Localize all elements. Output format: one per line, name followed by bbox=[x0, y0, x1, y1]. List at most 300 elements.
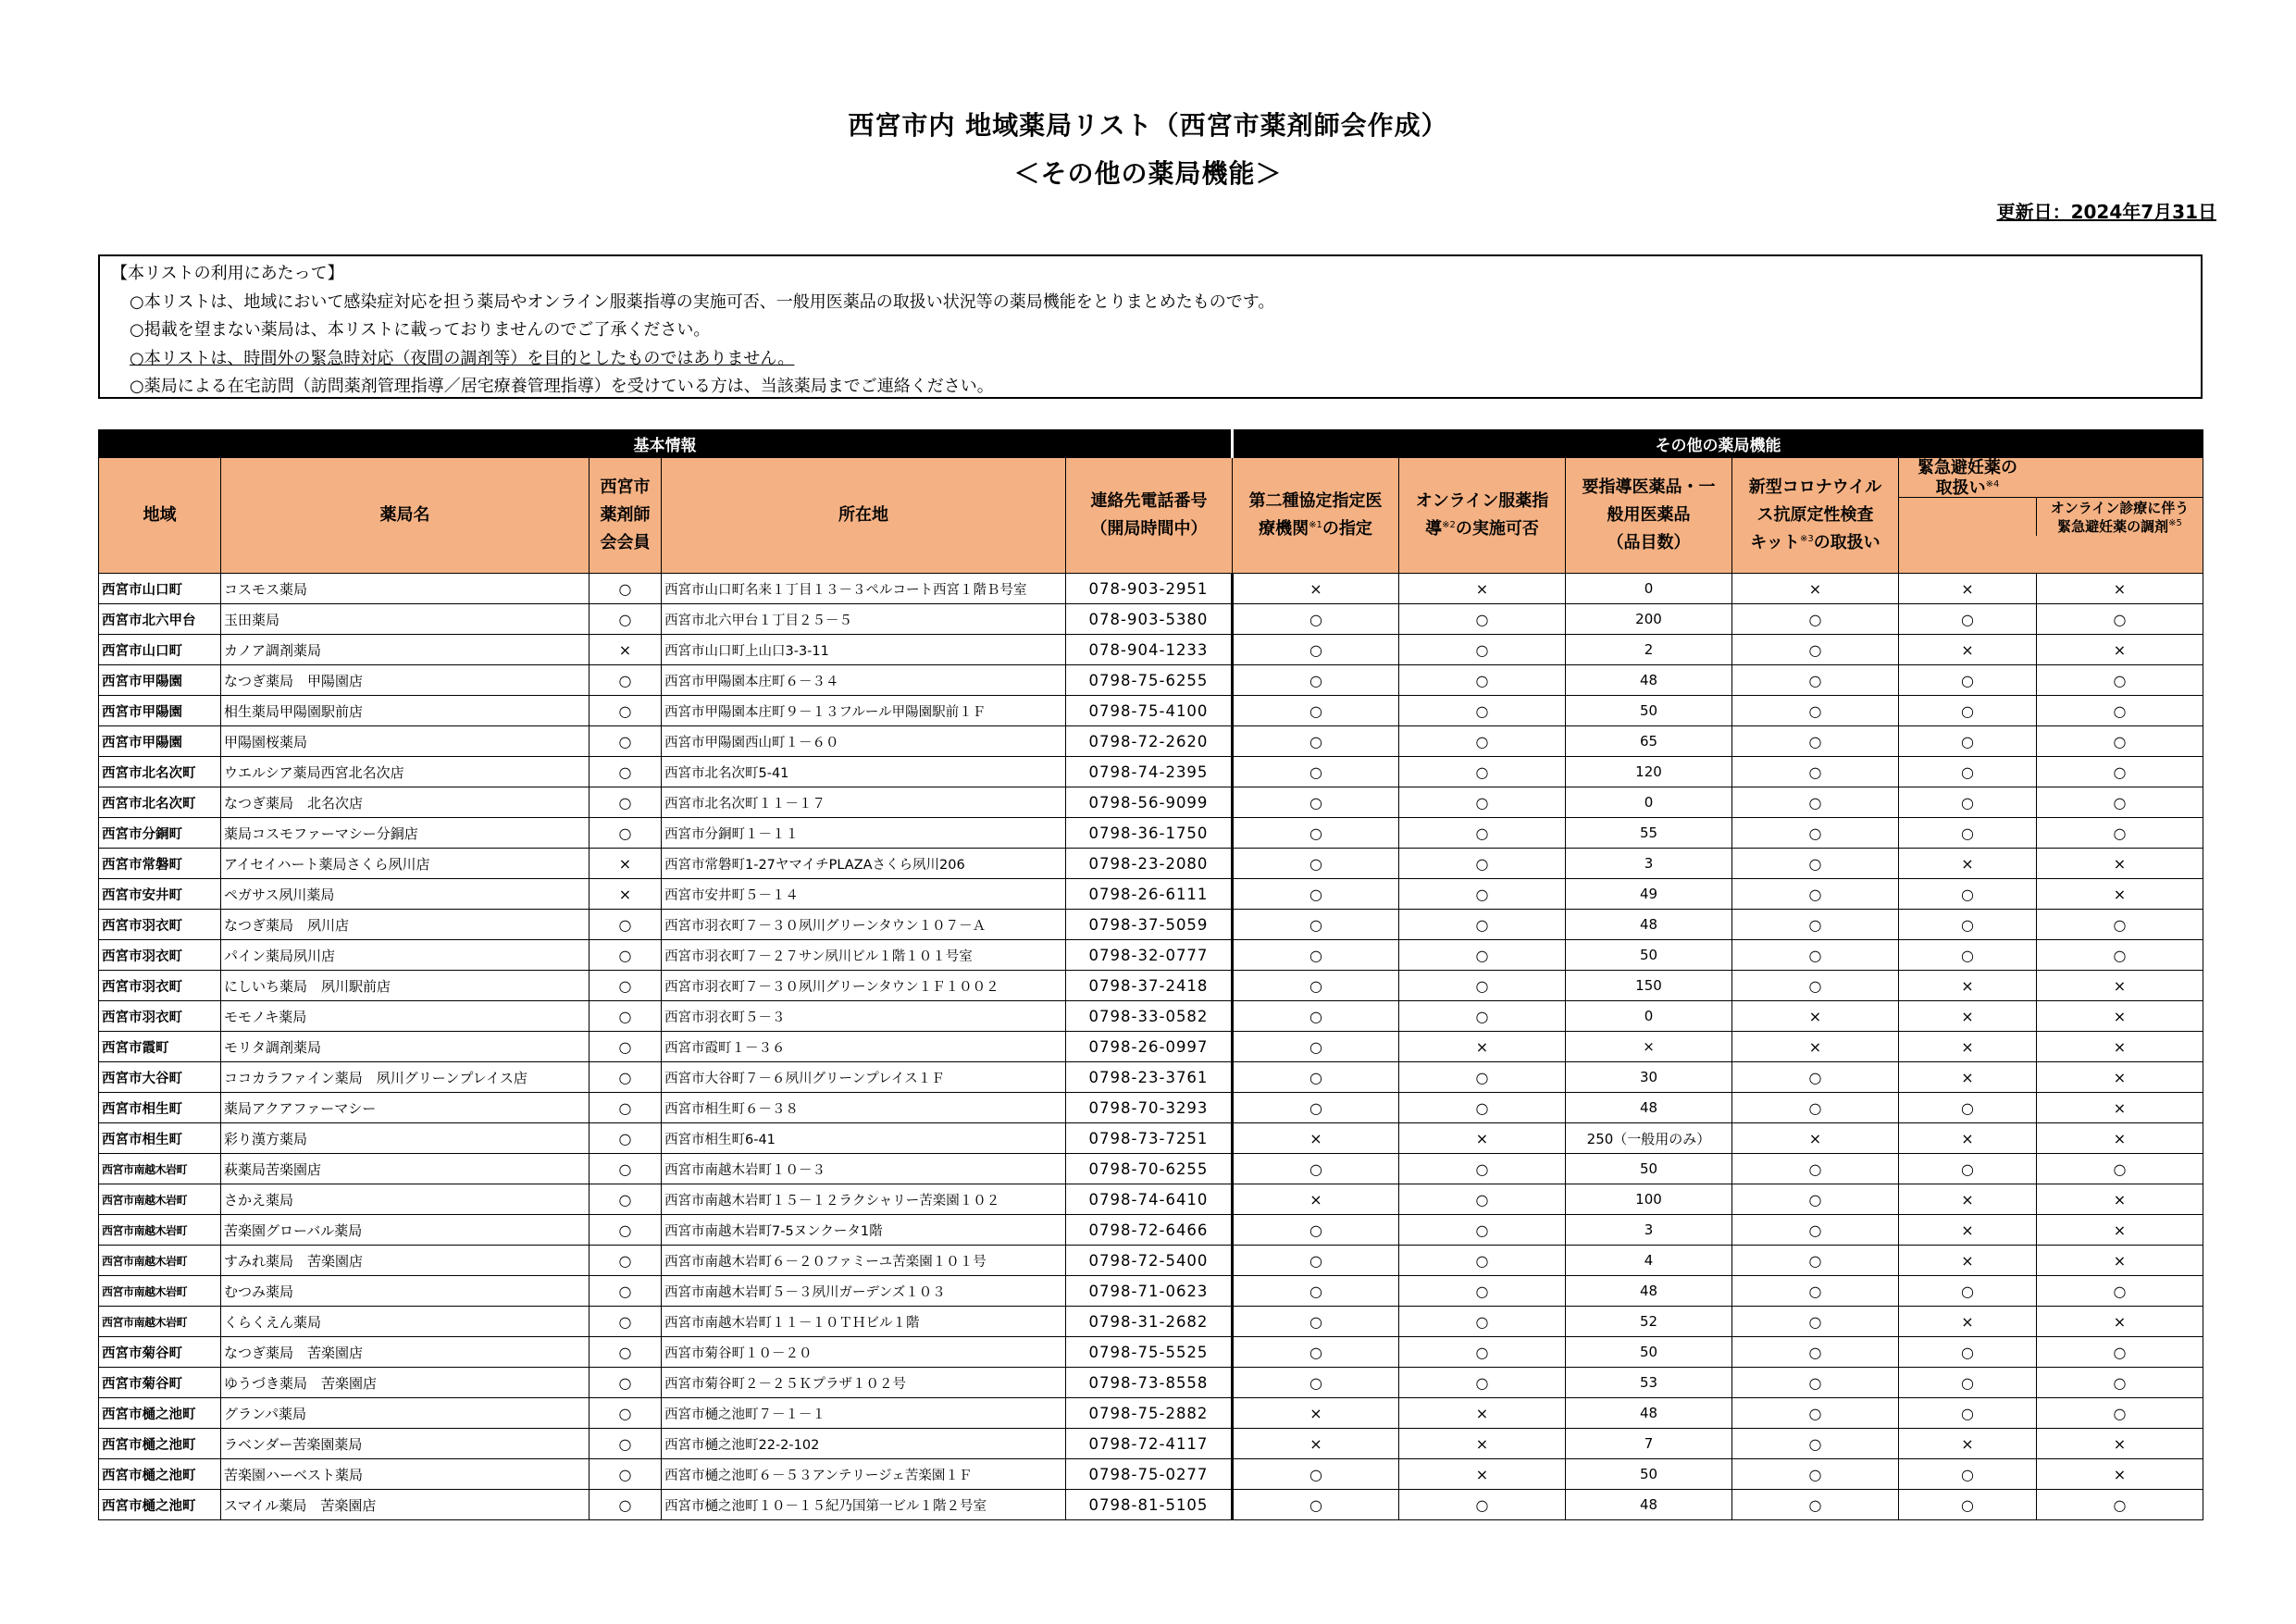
cell-emergency-online: × bbox=[2037, 1032, 2203, 1062]
cell-designated: ○ bbox=[1233, 1154, 1399, 1184]
cell-address: 西宮市甲陽園本庄町９－１３フルール甲陽園駅前１Ｆ bbox=[662, 696, 1066, 726]
cell-covid: ○ bbox=[1732, 696, 1899, 726]
cell-covid: ○ bbox=[1732, 726, 1899, 757]
cell-address: 西宮市南越木岩町１１－１０ＴＨビル１階 bbox=[662, 1307, 1066, 1337]
cell-name: カノア調剤薬局 bbox=[221, 635, 590, 665]
cell-name: 相生薬局甲陽園駅前店 bbox=[221, 696, 590, 726]
cell-designated: ○ bbox=[1233, 971, 1399, 1001]
cell-tel: 0798-72-5400 bbox=[1066, 1246, 1233, 1276]
table-row bbox=[99, 1246, 2203, 1276]
cell-covid: ○ bbox=[1732, 1459, 1899, 1490]
cell-covid: ○ bbox=[1732, 971, 1899, 1001]
cell-online: ○ bbox=[1399, 696, 1566, 726]
cell-area: 西宮市北名次町 bbox=[99, 757, 221, 787]
cell-member: ○ bbox=[590, 1246, 662, 1276]
cell-name: なつぎ薬局 北名次店 bbox=[221, 787, 590, 818]
cell-tel: 0798-72-4117 bbox=[1066, 1429, 1233, 1459]
cell-address: 西宮市常磐町1-27ヤマイチPLAZAさくら夙川206 bbox=[662, 849, 1066, 879]
table-row bbox=[99, 1459, 2203, 1490]
cell-area: 西宮市相生町 bbox=[99, 1093, 221, 1123]
cell-otc: 2 bbox=[1566, 635, 1732, 665]
cell-emergency-online: × bbox=[2037, 635, 2203, 665]
cell-tel: 0798-33-0582 bbox=[1066, 1001, 1233, 1032]
cell-name: スマイル薬局 苦楽園店 bbox=[221, 1490, 590, 1520]
cell-tel: 0798-37-5059 bbox=[1066, 910, 1233, 940]
cell-member: × bbox=[590, 635, 662, 665]
cell-covid: ○ bbox=[1732, 910, 1899, 940]
cell-covid: ○ bbox=[1732, 665, 1899, 696]
cell-emergency: × bbox=[1899, 574, 2037, 604]
cell-emergency-online: × bbox=[2037, 1062, 2203, 1093]
cell-member: ○ bbox=[590, 1398, 662, 1429]
cell-emergency-online: ○ bbox=[2037, 726, 2203, 757]
cell-emergency: ○ bbox=[1899, 665, 2037, 696]
cell-designated: × bbox=[1233, 1123, 1399, 1154]
cell-emergency: × bbox=[1899, 849, 2037, 879]
cell-otc: 3 bbox=[1566, 1215, 1732, 1246]
cell-emergency: × bbox=[1899, 635, 2037, 665]
cell-online: ○ bbox=[1399, 1490, 1566, 1520]
table-row bbox=[99, 940, 2203, 971]
cell-online: ○ bbox=[1399, 1184, 1566, 1215]
cell-member: ○ bbox=[590, 1184, 662, 1215]
cell-emergency-online: × bbox=[2037, 1123, 2203, 1154]
cell-otc: 7 bbox=[1566, 1429, 1732, 1459]
cell-area: 西宮市樋之池町 bbox=[99, 1429, 221, 1459]
cell-emergency-online: ○ bbox=[2037, 1154, 2203, 1184]
cell-member: ○ bbox=[590, 1001, 662, 1032]
cell-member: ○ bbox=[590, 574, 662, 604]
cell-emergency-online: ○ bbox=[2037, 1368, 2203, 1398]
pharmacy-table bbox=[98, 429, 2203, 1520]
cell-covid: × bbox=[1732, 574, 1899, 604]
cell-tel: 0798-75-5525 bbox=[1066, 1337, 1233, 1368]
cell-member: ○ bbox=[590, 1093, 662, 1123]
cell-covid: ○ bbox=[1732, 1429, 1899, 1459]
cell-name: 薬局アクアファーマシー bbox=[221, 1093, 590, 1123]
cell-area: 西宮市北名次町 bbox=[99, 787, 221, 818]
cell-otc: 52 bbox=[1566, 1307, 1732, 1337]
cell-area: 西宮市羽衣町 bbox=[99, 940, 221, 971]
table-row bbox=[99, 604, 2203, 635]
cell-covid: ○ bbox=[1732, 1276, 1899, 1307]
table-row bbox=[99, 1062, 2203, 1093]
cell-emergency: ○ bbox=[1899, 787, 2037, 818]
cell-tel: 0798-72-6466 bbox=[1066, 1215, 1233, 1246]
section-other-functions: その他の薬局機能 bbox=[1233, 430, 2203, 458]
cell-emergency: × bbox=[1899, 1429, 2037, 1459]
cell-covid: ○ bbox=[1732, 1490, 1899, 1520]
cell-online: × bbox=[1399, 1429, 1566, 1459]
cell-emergency: × bbox=[1899, 971, 2037, 1001]
cell-area: 西宮市南越木岩町 bbox=[99, 1154, 221, 1184]
cell-address: 西宮市霞町１－３６ bbox=[662, 1032, 1066, 1062]
cell-tel: 0798-75-0277 bbox=[1066, 1459, 1233, 1490]
cell-covid: ○ bbox=[1732, 757, 1899, 787]
header-emergency-group bbox=[1899, 458, 2203, 574]
table-row bbox=[99, 1093, 2203, 1123]
cell-name: 苦楽園ハーベスト薬局 bbox=[221, 1459, 590, 1490]
cell-area: 西宮市北六甲台 bbox=[99, 604, 221, 635]
cell-covid: ○ bbox=[1732, 635, 1899, 665]
cell-area: 西宮市甲陽園 bbox=[99, 696, 221, 726]
notes-line: ○本リストは、地域において感染症対応を担う薬局やオンライン服薬指導の実施可否、一般用医薬品の取扱い状況等の薬局機能をとりまとめたものです。 bbox=[130, 291, 1275, 312]
cell-online: ○ bbox=[1399, 1001, 1566, 1032]
header-covid: 新型コロナウイル ス抗原定性検査 キット$^{※3}$の取扱い bbox=[1732, 458, 1899, 574]
cell-area: 西宮市羽衣町 bbox=[99, 1001, 221, 1032]
cell-online: ○ bbox=[1399, 726, 1566, 757]
cell-covid: ○ bbox=[1732, 818, 1899, 849]
cell-tel: 0798-71-0623 bbox=[1066, 1276, 1233, 1307]
cell-name: にしいち薬局 夙川駅前店 bbox=[221, 971, 590, 1001]
cell-area: 西宮市大谷町 bbox=[99, 1062, 221, 1093]
cell-name: アイセイハート薬局さくら夙川店 bbox=[221, 849, 590, 879]
notes-line: ○掲載を望まない薬局は、本リストに載っておりませんのでご了承ください。 bbox=[130, 320, 711, 340]
cell-emergency-online: × bbox=[2037, 1215, 2203, 1246]
cell-tel: 0798-74-6410 bbox=[1066, 1184, 1233, 1215]
cell-area: 西宮市常磐町 bbox=[99, 849, 221, 879]
table-row bbox=[99, 1184, 2203, 1215]
cell-online: ○ bbox=[1399, 1246, 1566, 1276]
cell-emergency: ○ bbox=[1899, 1276, 2037, 1307]
cell-designated: ○ bbox=[1233, 1490, 1399, 1520]
cell-name: なつぎ薬局 苦楽園店 bbox=[221, 1337, 590, 1368]
cell-address: 西宮市安井町５－１４ bbox=[662, 879, 1066, 910]
cell-name: ウエルシア薬局西宮北名次店 bbox=[221, 757, 590, 787]
cell-online: ○ bbox=[1399, 971, 1566, 1001]
cell-emergency: ○ bbox=[1899, 1459, 2037, 1490]
cell-otc: 100 bbox=[1566, 1184, 1732, 1215]
notes-heading: 【本リストの利用にあたって】 bbox=[111, 264, 344, 283]
cell-name: モモノキ薬局 bbox=[221, 1001, 590, 1032]
cell-member: ○ bbox=[590, 726, 662, 757]
cell-address: 西宮市南越木岩町7-5ヌンクータ1階 bbox=[662, 1215, 1066, 1246]
cell-emergency-online: ○ bbox=[2037, 757, 2203, 787]
cell-name: ペガサス夙川薬局 bbox=[221, 879, 590, 910]
table-row bbox=[99, 1154, 2203, 1184]
cell-covid: × bbox=[1732, 1001, 1899, 1032]
header-area: 地域 bbox=[99, 458, 221, 574]
cell-emergency: ○ bbox=[1899, 726, 2037, 757]
cell-tel: 0798-72-2620 bbox=[1066, 726, 1233, 757]
cell-member: ○ bbox=[590, 1215, 662, 1246]
cell-otc: 48 bbox=[1566, 665, 1732, 696]
cell-area: 西宮市甲陽園 bbox=[99, 726, 221, 757]
cell-online: ○ bbox=[1399, 1307, 1566, 1337]
cell-name: ココカラファイン薬局 夙川グリーンプレイス店 bbox=[221, 1062, 590, 1093]
cell-designated: ○ bbox=[1233, 757, 1399, 787]
table-row bbox=[99, 1123, 2203, 1154]
cell-emergency-online: × bbox=[2037, 971, 2203, 1001]
cell-online: × bbox=[1399, 574, 1566, 604]
cell-emergency-online: × bbox=[2037, 849, 2203, 879]
cell-designated: ○ bbox=[1233, 818, 1399, 849]
cell-address: 西宮市大谷町７－６夙川グリーンプレイス１Ｆ bbox=[662, 1062, 1066, 1093]
cell-member: ○ bbox=[590, 1307, 662, 1337]
cell-emergency-online: ○ bbox=[2037, 787, 2203, 818]
cell-emergency-online: ○ bbox=[2037, 818, 2203, 849]
cell-name: なつぎ薬局 夙川店 bbox=[221, 910, 590, 940]
notes-line: ○薬局による在宅訪問（訪問薬剤管理指導／居宅療養管理指導）を受けている方は、当該薬局までご連絡ください。 bbox=[130, 377, 994, 396]
cell-area: 西宮市樋之池町 bbox=[99, 1398, 221, 1429]
header-designated: 第二種協定指定医 療機関$^{※1}$の指定 bbox=[1233, 458, 1399, 574]
cell-designated: ○ bbox=[1233, 1246, 1399, 1276]
cell-member: ○ bbox=[590, 1368, 662, 1398]
cell-otc: 0 bbox=[1566, 1001, 1732, 1032]
cell-tel: 0798-75-6255 bbox=[1066, 665, 1233, 696]
cell-emergency-online: × bbox=[2037, 879, 2203, 910]
cell-area: 西宮市南越木岩町 bbox=[99, 1307, 221, 1337]
cell-address: 西宮市北名次町１１－１７ bbox=[662, 787, 1066, 818]
cell-covid: × bbox=[1732, 1032, 1899, 1062]
cell-otc: 48 bbox=[1566, 1093, 1732, 1123]
cell-member: ○ bbox=[590, 910, 662, 940]
cell-otc: 150 bbox=[1566, 971, 1732, 1001]
table-row bbox=[99, 1337, 2203, 1368]
cell-member: ○ bbox=[590, 1276, 662, 1307]
cell-designated: × bbox=[1233, 1398, 1399, 1429]
cell-online: ○ bbox=[1399, 787, 1566, 818]
cell-emergency-online: ○ bbox=[2037, 1337, 2203, 1368]
cell-otc: × bbox=[1566, 1032, 1732, 1062]
cell-area: 西宮市分銅町 bbox=[99, 818, 221, 849]
cell-address: 西宮市北名次町5-41 bbox=[662, 757, 1066, 787]
cell-covid: ○ bbox=[1732, 849, 1899, 879]
cell-name: むつみ薬局 bbox=[221, 1276, 590, 1307]
cell-online: ○ bbox=[1399, 879, 1566, 910]
cell-emergency-online: × bbox=[2037, 1459, 2203, 1490]
cell-online: ○ bbox=[1399, 665, 1566, 696]
table-row bbox=[99, 849, 2203, 879]
cell-name: モリタ調剤薬局 bbox=[221, 1032, 590, 1062]
cell-emergency-online: ○ bbox=[2037, 940, 2203, 971]
cell-name: 萩薬局苦楽園店 bbox=[221, 1154, 590, 1184]
cell-online: ○ bbox=[1399, 1337, 1566, 1368]
cell-otc: 48 bbox=[1566, 1398, 1732, 1429]
cell-designated: ○ bbox=[1233, 1032, 1399, 1062]
cell-covid: ○ bbox=[1732, 1398, 1899, 1429]
cell-name: 甲陽園桜薬局 bbox=[221, 726, 590, 757]
cell-name: ラベンダー苦楽園薬局 bbox=[221, 1429, 590, 1459]
page-subtitle: ＜その他の薬局機能＞ bbox=[1013, 158, 1283, 189]
cell-address: 西宮市羽衣町７－２７サン夙川ビル１階１０１号室 bbox=[662, 940, 1066, 971]
cell-member: ○ bbox=[590, 1490, 662, 1520]
cell-designated: ○ bbox=[1233, 726, 1399, 757]
cell-member: ○ bbox=[590, 818, 662, 849]
cell-name: ゆうづき薬局 苦楽園店 bbox=[221, 1368, 590, 1398]
table-row bbox=[99, 1490, 2203, 1520]
cell-covid: ○ bbox=[1732, 787, 1899, 818]
cell-name: 玉田薬局 bbox=[221, 604, 590, 635]
cell-covid: ○ bbox=[1732, 1184, 1899, 1215]
cell-emergency-online: × bbox=[2037, 1246, 2203, 1276]
table-row bbox=[99, 879, 2203, 910]
cell-emergency: × bbox=[1899, 1215, 2037, 1246]
cell-online: ○ bbox=[1399, 1154, 1566, 1184]
cell-emergency: ○ bbox=[1899, 940, 2037, 971]
cell-member: × bbox=[590, 879, 662, 910]
cell-area: 西宮市樋之池町 bbox=[99, 1459, 221, 1490]
cell-emergency: × bbox=[1899, 1032, 2037, 1062]
cell-covid: ○ bbox=[1732, 1246, 1899, 1276]
table-row bbox=[99, 910, 2203, 940]
header-tel: 連絡先電話番号 （開局時間中） bbox=[1066, 458, 1233, 574]
cell-otc: 200 bbox=[1566, 604, 1732, 635]
cell-member: ○ bbox=[590, 1154, 662, 1184]
cell-address: 西宮市相生町６－３８ bbox=[662, 1093, 1066, 1123]
cell-designated: ○ bbox=[1233, 1215, 1399, 1246]
table-row bbox=[99, 1368, 2203, 1398]
cell-online: ○ bbox=[1399, 635, 1566, 665]
cell-member: ○ bbox=[590, 757, 662, 787]
cell-otc: 50 bbox=[1566, 696, 1732, 726]
cell-online: ○ bbox=[1399, 1062, 1566, 1093]
cell-address: 西宮市甲陽園西山町１－６０ bbox=[662, 726, 1066, 757]
cell-designated: ○ bbox=[1233, 696, 1399, 726]
cell-area: 西宮市相生町 bbox=[99, 1123, 221, 1154]
cell-emergency: ○ bbox=[1899, 604, 2037, 635]
cell-emergency: ○ bbox=[1899, 1337, 2037, 1368]
cell-tel: 0798-70-3293 bbox=[1066, 1093, 1233, 1123]
cell-area: 西宮市羽衣町 bbox=[99, 910, 221, 940]
cell-covid: ○ bbox=[1732, 1337, 1899, 1368]
notes-line bbox=[109, 345, 2191, 374]
cell-emergency: ○ bbox=[1899, 1093, 2037, 1123]
cell-name: 彩り漢方薬局 bbox=[221, 1123, 590, 1154]
header-emergency-online: オンライン診療に伴う 緊急避妊薬の調剤$^{※5}$ bbox=[2050, 500, 2190, 535]
table-row bbox=[99, 574, 2203, 604]
table-row bbox=[99, 1001, 2203, 1032]
cell-address: 西宮市樋之池町７－１－１ bbox=[662, 1398, 1066, 1429]
cell-covid: ○ bbox=[1732, 1368, 1899, 1398]
cell-emergency: ○ bbox=[1899, 1368, 2037, 1398]
cell-otc: 53 bbox=[1566, 1368, 1732, 1398]
cell-member: ○ bbox=[590, 1429, 662, 1459]
cell-otc: 3 bbox=[1566, 849, 1732, 879]
cell-emergency-online: × bbox=[2037, 574, 2203, 604]
cell-designated: ○ bbox=[1233, 1307, 1399, 1337]
cell-address: 西宮市樋之池町１０－１５紀乃国第一ビル１階２号室 bbox=[662, 1490, 1066, 1520]
cell-address: 西宮市分銅町１－１１ bbox=[662, 818, 1066, 849]
header-emergency: 緊急避妊薬の 取扱い$^{※4}$ bbox=[1917, 458, 2017, 498]
table-row bbox=[99, 635, 2203, 665]
cell-otc: 50 bbox=[1566, 1459, 1732, 1490]
cell-tel: 078-903-5380 bbox=[1066, 604, 1233, 635]
cell-emergency: ○ bbox=[1899, 879, 2037, 910]
cell-designated: ○ bbox=[1233, 787, 1399, 818]
cell-online: ○ bbox=[1399, 910, 1566, 940]
cell-name: すみれ薬局 苦楽園店 bbox=[221, 1246, 590, 1276]
cell-otc: 250（一般用のみ） bbox=[1566, 1123, 1732, 1154]
cell-emergency-online: × bbox=[2037, 1093, 2203, 1123]
cell-address: 西宮市樋之池町６－５３アンテリージェ苦楽園１Ｆ bbox=[662, 1459, 1066, 1490]
cell-otc: 48 bbox=[1566, 1490, 1732, 1520]
pharmacy-table-body bbox=[99, 574, 2203, 1520]
cell-area: 西宮市南越木岩町 bbox=[99, 1184, 221, 1215]
cell-online: × bbox=[1399, 1123, 1566, 1154]
cell-tel: 078-903-2951 bbox=[1066, 574, 1233, 604]
cell-online: × bbox=[1399, 1032, 1566, 1062]
cell-tel: 0798-23-3761 bbox=[1066, 1062, 1233, 1093]
cell-emergency: × bbox=[1899, 1062, 2037, 1093]
cell-area: 西宮市安井町 bbox=[99, 879, 221, 910]
cell-area: 西宮市南越木岩町 bbox=[99, 1215, 221, 1246]
cell-name: パイン薬局夙川店 bbox=[221, 940, 590, 971]
cell-covid: ○ bbox=[1732, 1307, 1899, 1337]
cell-covid: ○ bbox=[1732, 940, 1899, 971]
header-online: オンライン服薬指 導$^{※2}$の実施可否 bbox=[1399, 458, 1566, 574]
section-basic-info: 基本情報 bbox=[99, 430, 1233, 458]
cell-designated: × bbox=[1233, 574, 1399, 604]
cell-designated: ○ bbox=[1233, 910, 1399, 940]
cell-member: ○ bbox=[590, 665, 662, 696]
table-row bbox=[99, 1215, 2203, 1246]
cell-emergency-online: ○ bbox=[2037, 604, 2203, 635]
cell-tel: 0798-81-5105 bbox=[1066, 1490, 1233, 1520]
cell-member: ○ bbox=[590, 1337, 662, 1368]
cell-area: 西宮市山口町 bbox=[99, 574, 221, 604]
cell-tel: 0798-26-0997 bbox=[1066, 1032, 1233, 1062]
cell-name: 薬局コスモファーマシー分銅店 bbox=[221, 818, 590, 849]
table-row bbox=[99, 757, 2203, 787]
header-address: 所在地 bbox=[662, 458, 1066, 574]
cell-emergency: × bbox=[1899, 1184, 2037, 1215]
cell-designated: ○ bbox=[1233, 665, 1399, 696]
cell-designated: ○ bbox=[1233, 1093, 1399, 1123]
cell-member: ○ bbox=[590, 1062, 662, 1093]
cell-otc: 55 bbox=[1566, 818, 1732, 849]
cell-member: ○ bbox=[590, 1032, 662, 1062]
header-member: 西宮市 薬剤師 会会員 bbox=[590, 458, 662, 574]
cell-area: 西宮市山口町 bbox=[99, 635, 221, 665]
cell-name: なつぎ薬局 甲陽園店 bbox=[221, 665, 590, 696]
cell-address: 西宮市羽衣町５－３ bbox=[662, 1001, 1066, 1032]
notes-line-text: ○本リストは、時間外の緊急時対応（夜間の調剤等）を目的としたものではありません。 bbox=[130, 348, 795, 368]
cell-address: 西宮市南越木岩町６－２０ファミーユ苦楽園１０１号 bbox=[662, 1246, 1066, 1276]
cell-area: 西宮市南越木岩町 bbox=[99, 1276, 221, 1307]
cell-tel: 0798-74-2395 bbox=[1066, 757, 1233, 787]
cell-emergency-online: × bbox=[2037, 1307, 2203, 1337]
cell-name: グランパ薬局 bbox=[221, 1398, 590, 1429]
cell-tel: 0798-23-2080 bbox=[1066, 849, 1233, 879]
table-row bbox=[99, 696, 2203, 726]
cell-tel: 0798-26-6111 bbox=[1066, 879, 1233, 910]
cell-otc: 50 bbox=[1566, 1337, 1732, 1368]
cell-emergency-online: × bbox=[2037, 1429, 2203, 1459]
cell-otc: 50 bbox=[1566, 1154, 1732, 1184]
cell-online: ○ bbox=[1399, 818, 1566, 849]
cell-designated: ○ bbox=[1233, 940, 1399, 971]
cell-address: 西宮市菊谷町１０－２０ bbox=[662, 1337, 1066, 1368]
cell-tel: 0798-73-8558 bbox=[1066, 1368, 1233, 1398]
cell-emergency: ○ bbox=[1899, 1154, 2037, 1184]
cell-address: 西宮市相生町6-41 bbox=[662, 1123, 1066, 1154]
cell-emergency: × bbox=[1899, 1001, 2037, 1032]
cell-emergency-online: × bbox=[2037, 1001, 2203, 1032]
cell-address: 西宮市南越木岩町５－３夙川ガーデンズ１０３ bbox=[662, 1276, 1066, 1307]
cell-address: 西宮市樋之池町22-2-102 bbox=[662, 1429, 1066, 1459]
cell-area: 西宮市甲陽園 bbox=[99, 665, 221, 696]
cell-covid: ○ bbox=[1732, 1093, 1899, 1123]
cell-emergency: ○ bbox=[1899, 696, 2037, 726]
cell-designated: ○ bbox=[1233, 635, 1399, 665]
cell-emergency: ○ bbox=[1899, 1398, 2037, 1429]
cell-address: 西宮市甲陽園本庄町６－３４ bbox=[662, 665, 1066, 696]
cell-area: 西宮市霞町 bbox=[99, 1032, 221, 1062]
cell-otc: 0 bbox=[1566, 787, 1732, 818]
cell-designated: ○ bbox=[1233, 849, 1399, 879]
cell-designated: ○ bbox=[1233, 1368, 1399, 1398]
